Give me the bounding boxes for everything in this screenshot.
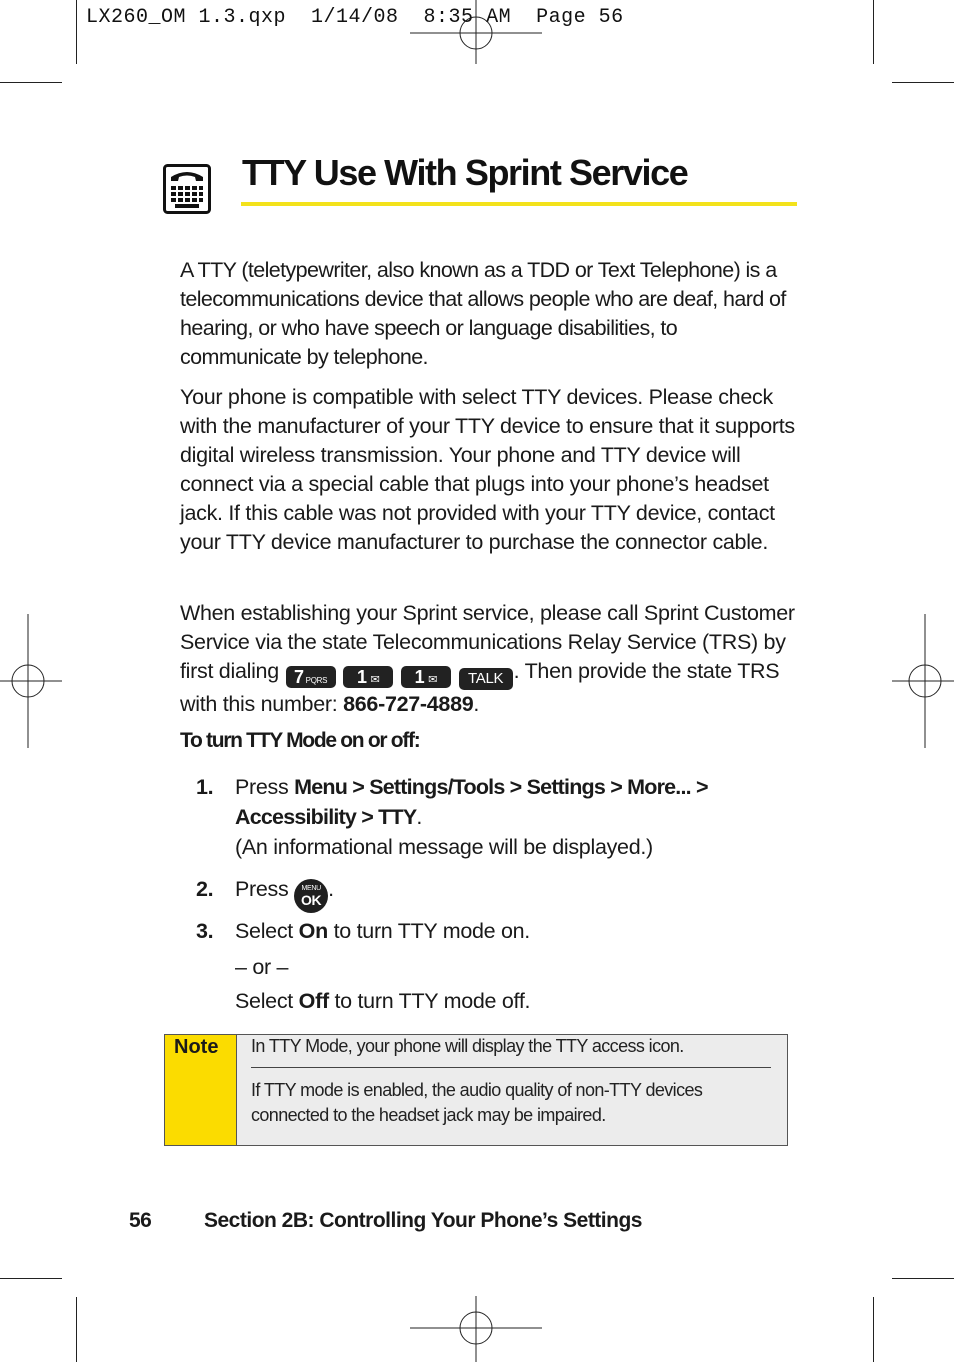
key-1-icon: 1 ✉: [401, 666, 451, 688]
step-1-number: 1.: [196, 775, 214, 799]
step-3: Select On to turn TTY mode on.: [235, 919, 530, 943]
sprint-service-paragraph: When establishing your Sprint service, please call Sprint Customer Service via the state Telecommunications Relay Service (TRS) by first dialing 7 PQRS 1 ✉ 1 ✉ TALK . Then provide the state TRS with this number: 866-727-4889.: [180, 601, 795, 716]
note-text-2: If TTY mode is enabled, the audio quality of non-TTY devices connected to the headset jack may be impaired.: [251, 1080, 703, 1125]
tty-telephone-icon: [163, 164, 211, 214]
step-3-or: – or –: [235, 955, 289, 979]
step-3-off: Select Off to turn TTY mode off.: [235, 989, 531, 1013]
section-footer: Section 2B: Controlling Your Phone’s Settings: [204, 1209, 642, 1232]
key-1-icon: 1 ✉: [343, 666, 393, 688]
note-box: [164, 1034, 788, 1146]
step-2: Press MENU OK .: [235, 874, 334, 913]
key-7-icon: 7 PQRS: [286, 666, 336, 688]
note-label: Note: [165, 1035, 237, 1145]
step-1-note: (An informational message will be displayed.): [235, 835, 653, 859]
trs-number: 866-727-4889: [343, 692, 474, 716]
print-slug: LX260_OM 1.3.qxp 1/14/08 8:35 AM Page 56: [86, 6, 624, 29]
menu-path: Menu > Settings/Tools > Settings > More... > Accessibility > TTY: [235, 775, 708, 829]
title-underline: [241, 202, 797, 206]
page-number: 56: [129, 1209, 152, 1232]
step-2-number: 2.: [196, 877, 214, 901]
step-1: Press Menu > Settings/Tools > Settings > More... > Accessibility > TTY.: [235, 775, 708, 829]
dialing-text: When establishing your Sprint service, please call Sprint Customer Service via the state Telecommunications Relay Service (TRS) by first dialing: [180, 601, 795, 683]
intro-paragraph: A TTY (teletypewriter, also known as a TDD or Text Telephone) is a telecommunications device that allows people who are deaf, hard of hearing, or who have speech or language disabilities, to communicate by telephone.: [180, 258, 786, 369]
talk-key-icon: TALK: [459, 668, 513, 690]
then-text: . Then provide the state TRS with this number:: [180, 659, 780, 716]
note-divider: [251, 1067, 771, 1068]
page-title: TTY Use With Sprint Service: [242, 152, 688, 193]
note-text-1: In TTY Mode, your phone will display the TTY access icon.: [251, 1036, 684, 1056]
step-3-number: 3.: [196, 919, 214, 943]
menu-ok-key-icon: MENU OK: [294, 879, 328, 913]
compatibility-paragraph: Your phone is compatible with select TTY devices. Please check with the manufacturer of your TTY device to ensure that it supports digital wireless transmission. Your phone and TTY device will connect via a special cable that plugs into your phone’s headset jack. If this cable was not provided with your TTY device, contact your TTY device manufacturer to purchase the connector cable.: [180, 385, 795, 554]
procedure-heading: To turn TTY Mode on or off:: [180, 729, 420, 752]
